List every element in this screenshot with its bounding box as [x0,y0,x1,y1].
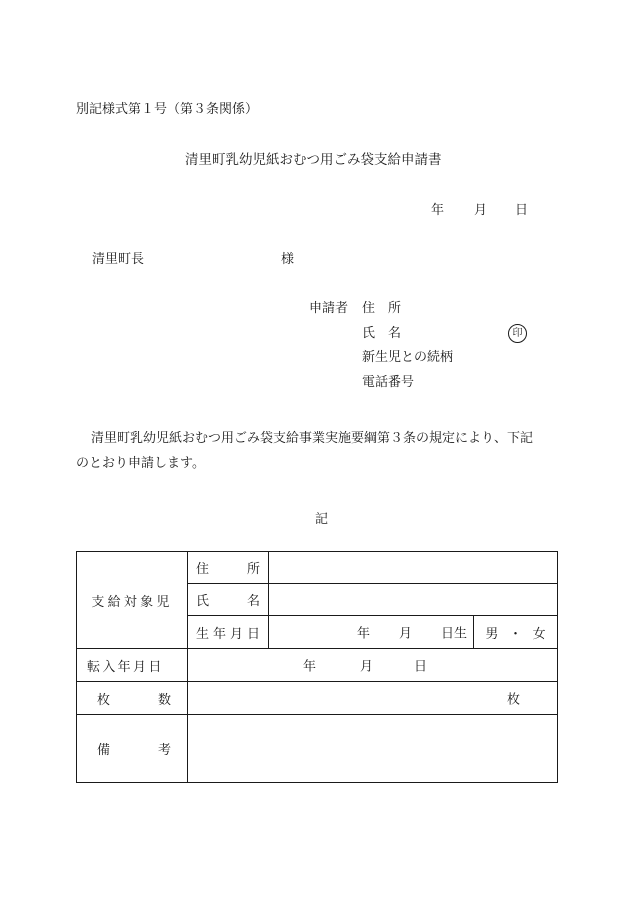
table-row-address [77,552,558,584]
date-year: 年 [431,203,445,218]
applicant-relation-label: 新生児との続柄 [362,350,454,365]
sex-male[interactable]: 男 [485,626,499,642]
address-label-char-1: 住 [196,562,210,577]
applicant-heading: 申請者 [309,301,349,316]
birth-label [188,623,268,642]
seal-mark: 印 [508,324,527,343]
birth-label-char-4: 日 [246,626,260,642]
count-label-char-1: 枚 [97,692,111,708]
remarks-label [77,739,187,758]
birth-day: 日生 [441,626,468,642]
count-label-cell [77,682,188,715]
name-label [188,590,268,609]
table-row-remarks [77,715,558,783]
remarks-value[interactable] [188,715,558,783]
applicant-address-label: 住 所 [362,301,402,316]
remarks-label-cell [77,715,188,783]
name-label-char-1: 氏 [196,594,210,609]
move-in-day: 日 [414,659,428,675]
applicant-name-label: 氏 名 [362,326,402,341]
count-unit: 枚 [507,692,521,708]
birth-label-char-1: 生 [196,626,210,642]
application-table [76,551,558,783]
count-value[interactable] [188,682,558,715]
move-in-month: 月 [360,659,374,675]
addressee-name: 清里町長 [92,252,145,267]
sex-female[interactable]: 女 [532,626,546,642]
subject-label: 支給対象児 [91,594,173,610]
date-day: 日 [515,203,529,218]
applicant-phone-label: 電話番号 [362,375,415,390]
form-number: 別記様式第１号（第３条関係） [76,102,259,117]
ki-heading: 記 [315,512,329,527]
birth-label-char-2: 年 [212,626,226,642]
birth-label-cell [188,616,269,649]
move-in-value[interactable] [188,649,558,682]
name-label-char-2: 名 [246,594,260,609]
subject-label-cell [77,552,188,649]
birth-month: 月 [399,626,413,642]
birth-value[interactable] [269,616,474,649]
count-label-char-2: 数 [157,692,171,708]
move-in-label-cell [77,649,188,682]
address-label [188,558,268,577]
count-label [77,689,187,708]
sex-separator: ・ [508,626,522,642]
address-label-cell [188,552,269,584]
table-row-count [77,682,558,715]
name-value[interactable] [269,584,558,616]
addressee-honorific: 様 [281,252,295,267]
remarks-label-char-1: 備 [97,743,111,758]
name-label-cell [188,584,269,616]
body-text-line2: のとおり申請します。 [76,456,205,471]
remarks-label-char-2: 考 [157,743,171,758]
move-in-year: 年 [303,659,317,675]
body-text-line1: 清里町乳幼児紙おむつ用ごみ袋支給事業実施要綱第３条の規定により、下記 [91,431,534,446]
sex-options [474,623,557,642]
move-in-label: 転入年月日 [87,659,164,675]
birth-year: 年 [357,626,371,642]
birth-label-char-3: 月 [229,626,243,642]
table-row-move-in [77,649,558,682]
date-month: 月 [474,203,488,218]
address-value[interactable] [269,552,558,584]
sex-cell[interactable] [474,616,558,649]
page-title: 清里町乳幼児紙おむつ用ごみ袋支給申請書 [185,152,442,168]
address-label-char-2: 所 [246,562,260,577]
